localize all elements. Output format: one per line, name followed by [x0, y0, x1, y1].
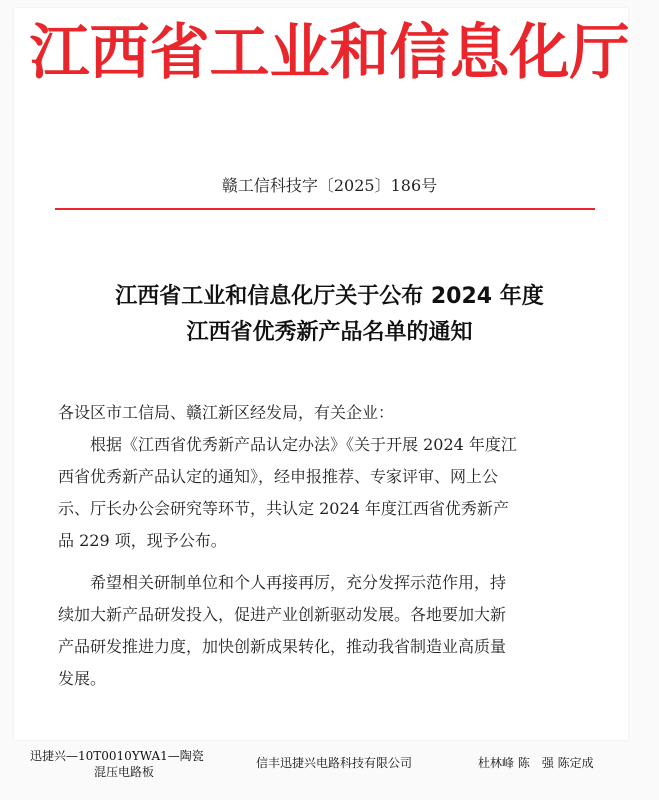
- notice-title-line-2: 江西省优秀新产品名单的通知: [186, 320, 473, 345]
- footer-company-name: 信丰迅捷兴电路科技有限公司: [256, 756, 413, 770]
- footer-people-names: 杜林峰 陈 强 陈定成: [478, 756, 594, 770]
- footer-product-name-line-2: 混压电路板: [94, 765, 155, 779]
- letterhead-title: 江西省工业和信息化厅: [29, 18, 630, 88]
- red-divider-line: [55, 208, 595, 210]
- paragraph-1-line-3: 示、厅长办公会研究等环节，共认定 2024 年度江西省优秀新产: [58, 499, 509, 518]
- paragraph-2-line-2: 续加大新产品研发投入，促进产业创新驱动发展。各地要加大新: [58, 605, 507, 624]
- paragraph-1-line-2: 西省优秀新产品认定的通知》，经申报推荐、专家评审、网上公: [58, 467, 499, 486]
- document-number: 赣工信科技字〔2025〕186号: [221, 176, 438, 195]
- paragraph-1-line-4: 品 229 项，现予公布。: [58, 531, 227, 550]
- paragraph-2-line-4: 发展。: [58, 669, 107, 688]
- paragraph-2-line-3: 产品研发推进力度，加快创新成果转化，推动我省制造业高质量: [58, 637, 507, 656]
- salutation: 各设区市工信局、赣江新区经发局，有关企业：: [58, 403, 395, 422]
- footer-product-name-line-1: 迅捷兴—10T0010YWA1—陶瓷: [30, 749, 204, 763]
- paragraph-1-line-1: 根据《江西省优秀新产品认定办法》《关于开展 2024 年度江: [58, 435, 517, 454]
- paragraph-2-line-1: 希望相关研制单位和个人再接再厉，充分发挥示范作用，持: [58, 573, 507, 592]
- notice-title-line-1: 江西省工业和信息化厅关于公布 2024 年度: [115, 284, 544, 309]
